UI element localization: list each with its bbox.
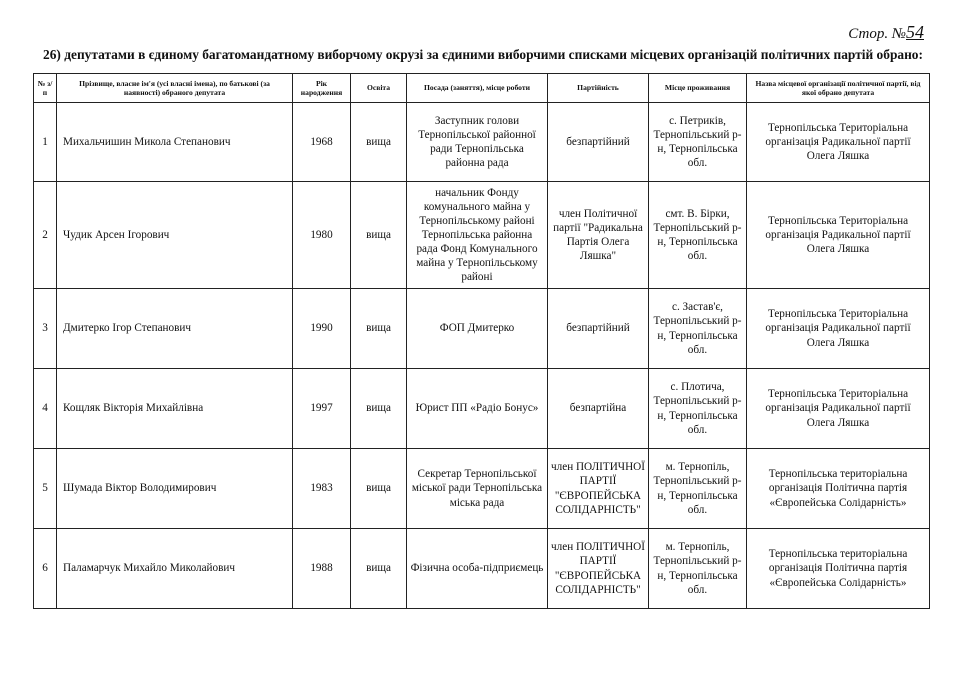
cell-number: 4 [34,369,57,449]
page-number [848,22,924,43]
cell-party-membership: член Політичної партії "Радикальна Партія Олега Ляшка" [548,182,649,289]
section-heading: 26) депутатами в єдиному багатомандатному виборчому окрузі за єдиними виборчими списками місцевих організацій політичних партій обрано: [43,47,923,62]
cell-education: вища [351,103,407,182]
cell-residence: с. Плотича, Тернопільський р-н, Тернопільська обл. [649,369,747,449]
cell-position: Фізична особа-підприємець [407,529,548,609]
cell-party-membership: член ПОЛІТИЧНОЇ ПАРТІЇ "ЄВРОПЕЙСЬКА СОЛІДАРНІСТЬ" [548,529,649,609]
cell-party-organization: Тернопільська Територіальна організація Радикальної партії Олега Ляшка [747,369,930,449]
cell-party-membership: член ПОЛІТИЧНОЇ ПАРТІЇ "ЄВРОПЕЙСЬКА СОЛІДАРНІСТЬ" [548,449,649,529]
header-party-organization: Назва місцевої організації політичної партії, від якої обрано депутата [747,74,930,103]
cell-birth-year: 1968 [293,103,351,182]
cell-party-membership: безпартійна [548,369,649,449]
cell-party-membership: безпартійний [548,103,649,182]
cell-birth-year: 1990 [293,289,351,369]
cell-residence: м. Тернопіль, Тернопільський р-н, Тернопільська обл. [649,449,747,529]
cell-party-organization: Тернопільська Територіальна організація Радикальної партії Олега Ляшка [747,103,930,182]
cell-residence: м. Тернопіль, Тернопільський р-н, Тернопільська обл. [649,529,747,609]
cell-name: Михальчишин Микола Степанович [57,103,293,182]
header-position: Посада (заняття), місце роботи [407,74,548,103]
deputies-table [33,73,930,609]
table-row [34,289,930,369]
cell-name: Кощляк Вікторія Михайлівна [57,369,293,449]
cell-number: 1 [34,103,57,182]
header-party-membership: Партійність [548,74,649,103]
cell-position: Юрист ПП «Радіо Бонус» [407,369,548,449]
cell-residence: с. Петриків, Тернопільський р-н, Тернопільська обл. [649,103,747,182]
cell-party-organization: Тернопільська територіальна організація Політична партія «Європейська Солідарність» [747,529,930,609]
table-row [34,369,930,449]
cell-number: 3 [34,289,57,369]
cell-position: ФОП Дмитерко [407,289,548,369]
cell-party-organization: Тернопільська територіальна організація Політична партія «Європейська Солідарність» [747,449,930,529]
cell-education: вища [351,289,407,369]
header-number: № з/п [34,74,57,103]
page-number-label: Стор. № [848,26,906,42]
header-education: Освіта [351,74,407,103]
cell-name: Шумада Віктор Володимирович [57,449,293,529]
cell-birth-year: 1997 [293,369,351,449]
cell-name: Паламарчук Михайло Миколайович [57,529,293,609]
cell-name: Чудик Арсен Ігорович [57,182,293,289]
cell-party-membership: безпартійний [548,289,649,369]
cell-residence: смт. В. Бірки, Тернопільський р-н, Тернопільська обл. [649,182,747,289]
cell-position: Секретар Тернопільської міської ради Тернопільська міська рада [407,449,548,529]
cell-education: вища [351,369,407,449]
cell-birth-year: 1983 [293,449,351,529]
cell-number: 5 [34,449,57,529]
table-row [34,182,930,289]
cell-birth-year: 1980 [293,182,351,289]
cell-position: начальник Фонду комунального майна у Тернопільському районі Тернопільська районна рада Фонд Комунального майна у Тернопільському районі [407,182,548,289]
cell-birth-year: 1988 [293,529,351,609]
cell-education: вища [351,182,407,289]
table-header-row [34,74,930,103]
cell-residence: с. Застав'є, Тернопільський р-н, Тернопільська обл. [649,289,747,369]
table-row [34,449,930,529]
cell-position: Заступник голови Тернопільської районної ради Тернопільська районна рада [407,103,548,182]
header-birth-year: Рік народження [293,74,351,103]
cell-name: Дмитерко Ігор Степанович [57,289,293,369]
cell-number: 2 [34,182,57,289]
page-number-value: 54 [906,22,924,42]
table-row [34,529,930,609]
cell-education: вища [351,449,407,529]
cell-party-organization: Тернопільська Територіальна організація Радикальної партії Олега Ляшка [747,289,930,369]
cell-number: 6 [34,529,57,609]
table-row [34,103,930,182]
cell-party-organization: Тернопільська Територіальна організація Радикальної партії Олега Ляшка [747,182,930,289]
cell-education: вища [351,529,407,609]
header-name: Прізвище, власне ім'я (усі власні імена), по батькові (за наявності) обраного депутата [57,74,293,103]
header-residence: Місце проживання [649,74,747,103]
